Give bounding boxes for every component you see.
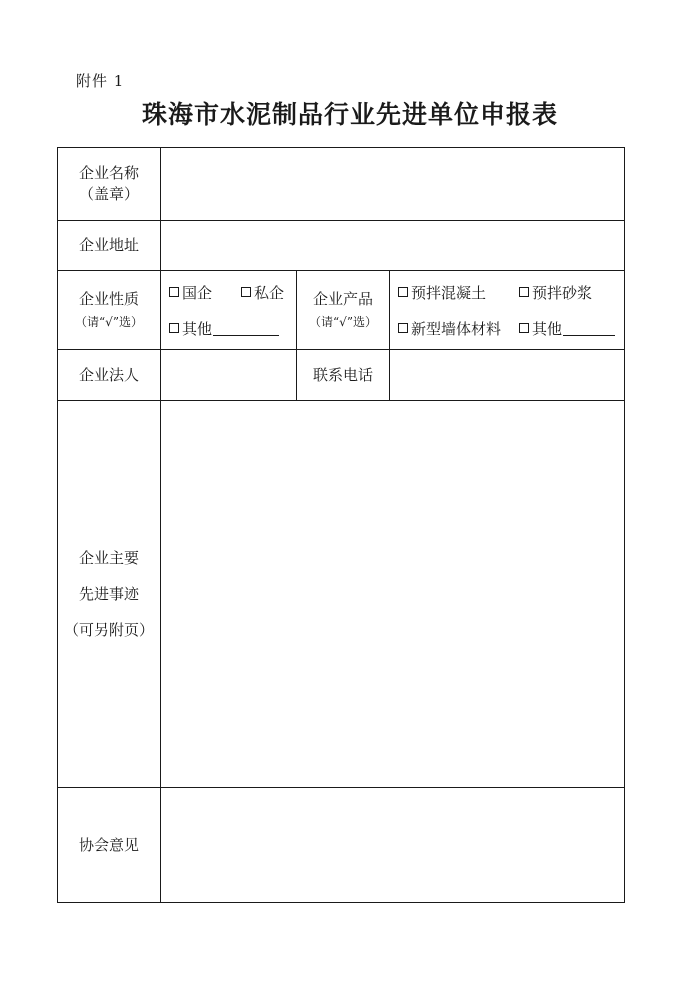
main-deeds-field[interactable] bbox=[161, 401, 625, 788]
option-product-other-label: 其他 bbox=[532, 319, 563, 338]
option-ready-mix-mortar[interactable] bbox=[519, 282, 592, 303]
company-name-seal-note: （盖章） bbox=[78, 185, 139, 203]
option-private[interactable] bbox=[241, 282, 284, 303]
company-name-field[interactable] bbox=[161, 148, 625, 221]
main-deeds-label-line1: 企业主要 bbox=[78, 549, 139, 567]
option-new-wall-material[interactable] bbox=[398, 318, 519, 339]
main-deeds-label-line3: （可另附页） bbox=[63, 621, 154, 639]
company-address-field[interactable] bbox=[161, 221, 625, 271]
company-product-options bbox=[390, 271, 625, 350]
company-nature-options bbox=[161, 271, 297, 350]
company-nature-hint: （请“√”选） bbox=[75, 315, 143, 330]
legal-representative-field[interactable] bbox=[161, 350, 297, 401]
association-opinion-field[interactable] bbox=[161, 788, 625, 903]
row-company-name bbox=[58, 148, 625, 221]
option-product-other[interactable] bbox=[519, 318, 615, 339]
company-nature-label: 企业性质 bbox=[78, 290, 139, 309]
checkbox-icon[interactable] bbox=[169, 287, 179, 297]
row-main-deeds bbox=[58, 401, 625, 788]
product-other-blank[interactable] bbox=[563, 321, 615, 336]
option-private-label: 私企 bbox=[254, 283, 285, 302]
contact-phone-field[interactable] bbox=[390, 350, 625, 401]
option-new-wall-material-label: 新型墙体材料 bbox=[411, 319, 502, 338]
option-ready-mix-concrete[interactable] bbox=[398, 282, 519, 303]
main-deeds-label-cell bbox=[58, 401, 161, 788]
checkbox-icon[interactable] bbox=[241, 287, 251, 297]
legal-representative-label: 企业法人 bbox=[58, 350, 161, 401]
nature-other-blank[interactable] bbox=[213, 321, 279, 336]
row-company-address bbox=[58, 221, 625, 271]
page-title: 珠海市水泥制品行业先进单位申报表 bbox=[141, 100, 558, 129]
checkbox-icon[interactable] bbox=[169, 323, 179, 333]
company-product-label-cell bbox=[297, 271, 390, 350]
contact-phone-label: 联系电话 bbox=[297, 350, 390, 401]
option-state-owned-label: 国企 bbox=[182, 283, 213, 302]
company-product-label: 企业产品 bbox=[312, 290, 373, 309]
association-opinion-label: 协会意见 bbox=[58, 788, 161, 903]
company-name-label: 企业名称 bbox=[78, 164, 139, 182]
company-nature-label-cell bbox=[58, 271, 161, 350]
company-name-label-cell bbox=[58, 148, 161, 221]
company-address-label: 企业地址 bbox=[58, 221, 161, 271]
attachment-label: 附件 1 bbox=[76, 72, 125, 90]
option-ready-mix-concrete-label: 预拌混凝土 bbox=[411, 283, 487, 302]
checkbox-icon[interactable] bbox=[398, 323, 408, 333]
company-product-hint: （请“√”选） bbox=[309, 315, 377, 330]
option-nature-other[interactable] bbox=[169, 318, 279, 339]
checkbox-icon[interactable] bbox=[398, 287, 408, 297]
checkbox-icon[interactable] bbox=[519, 287, 529, 297]
row-legal-phone bbox=[58, 350, 625, 401]
checkbox-icon[interactable] bbox=[519, 323, 529, 333]
main-deeds-label-line2: 先进事迹 bbox=[78, 585, 139, 603]
application-form-table bbox=[57, 147, 625, 903]
option-nature-other-label: 其他 bbox=[182, 319, 213, 338]
row-association-opinion bbox=[58, 788, 625, 903]
option-state-owned[interactable] bbox=[169, 282, 241, 303]
option-ready-mix-mortar-label: 预拌砂浆 bbox=[532, 283, 593, 302]
row-nature-product bbox=[58, 271, 625, 350]
